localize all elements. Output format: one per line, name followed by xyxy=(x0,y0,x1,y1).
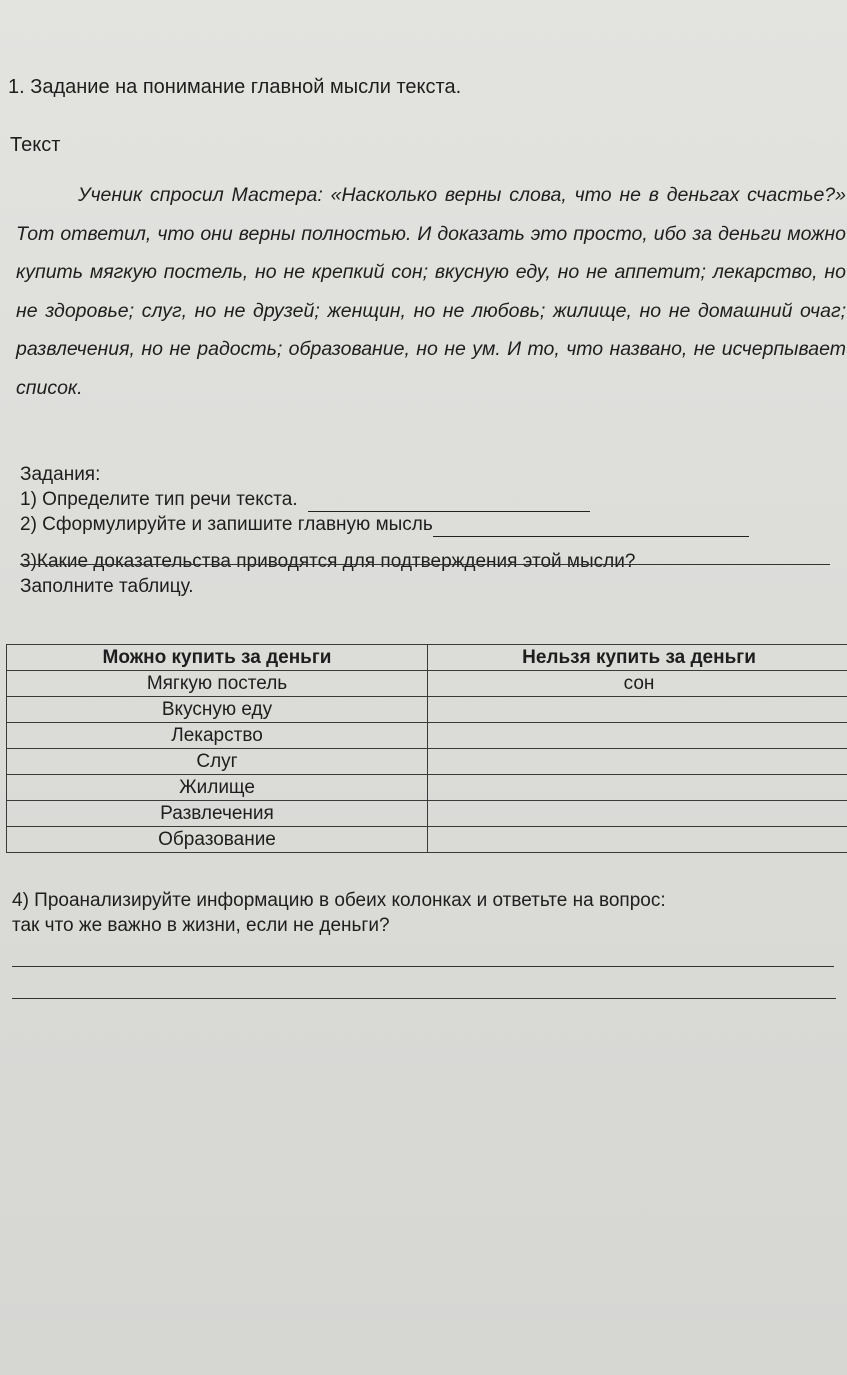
task-1-text: 1) Определите тип речи текста. xyxy=(20,489,298,510)
table-row xyxy=(7,697,847,723)
task-3-text-line1: 3)Какие доказательства приводятся для подтверждения этой мысли? xyxy=(20,551,636,572)
header-cannot-buy: Нельзя купить за деньги xyxy=(428,645,847,671)
header-can-buy: Можно купить за деньги xyxy=(7,645,428,671)
question-4 xyxy=(12,888,832,938)
task-2-answer-line-2[interactable] xyxy=(20,564,830,565)
task-2-answer-line[interactable] xyxy=(433,518,749,537)
task-heading: 1. Задание на понимание главной мысли текста. xyxy=(8,76,462,98)
tasks-title: Задания: xyxy=(20,464,101,485)
cell-cannot-buy[interactable] xyxy=(428,775,847,801)
answer-line-1[interactable] xyxy=(12,966,834,967)
cell-can-buy: Мягкую постель xyxy=(7,671,428,697)
table-row xyxy=(7,827,847,853)
task-2 xyxy=(20,512,832,537)
money-table xyxy=(6,644,847,853)
cell-cannot-buy[interactable] xyxy=(428,723,847,749)
cell-cannot-buy[interactable] xyxy=(428,827,847,853)
cell-can-buy: Развлечения xyxy=(7,801,428,827)
cell-can-buy: Лекарство xyxy=(7,723,428,749)
cell-can-buy: Жилище xyxy=(7,775,428,801)
question-4-line1: 4) Проанализируйте информацию в обеих колонках и ответьте на вопрос: xyxy=(12,890,666,911)
cell-can-buy: Вкусную еду xyxy=(7,697,428,723)
task-1 xyxy=(20,487,832,512)
story-paragraph: Ученик спросил Мастера: «Насколько верны слова, что не в деньгах счастье?» Тот ответил, что они верны полностью. И доказать это просто, ибо за деньги можно купить мягкую постель, но не крепкий сон; вкусную еду, но не аппетит; лекарство, но не здоровье; слуг, но не друзей; женщин, но не любовь; жилище, но не домашний очаг; развлечения, но не радость; образование, но не ум. И то, что названо, не исчерпывает список. xyxy=(16,184,846,399)
table-row xyxy=(7,801,847,827)
question-4-line2: так что же важно в жизни, если не деньги? xyxy=(12,915,390,936)
cell-cannot-buy[interactable] xyxy=(428,697,847,723)
table-row xyxy=(7,775,847,801)
table-row xyxy=(7,749,847,775)
table-header-row xyxy=(7,645,847,671)
table-row xyxy=(7,723,847,749)
task-3-text-line2: Заполните таблицу. xyxy=(20,576,194,597)
tasks-section xyxy=(20,462,832,599)
cell-cannot-buy[interactable] xyxy=(428,749,847,775)
task-1-answer-line[interactable] xyxy=(308,493,590,512)
table-row xyxy=(7,671,847,697)
answer-line-2[interactable] xyxy=(12,998,836,999)
task-2-text: 2) Сформулируйте и запишите главную мысль xyxy=(20,514,433,535)
cell-can-buy: Слуг xyxy=(7,749,428,775)
text-label: Текст xyxy=(10,134,61,156)
cell-can-buy: Образование xyxy=(7,827,428,853)
cell-cannot-buy[interactable] xyxy=(428,801,847,827)
cell-cannot-buy[interactable]: сон xyxy=(428,671,847,697)
